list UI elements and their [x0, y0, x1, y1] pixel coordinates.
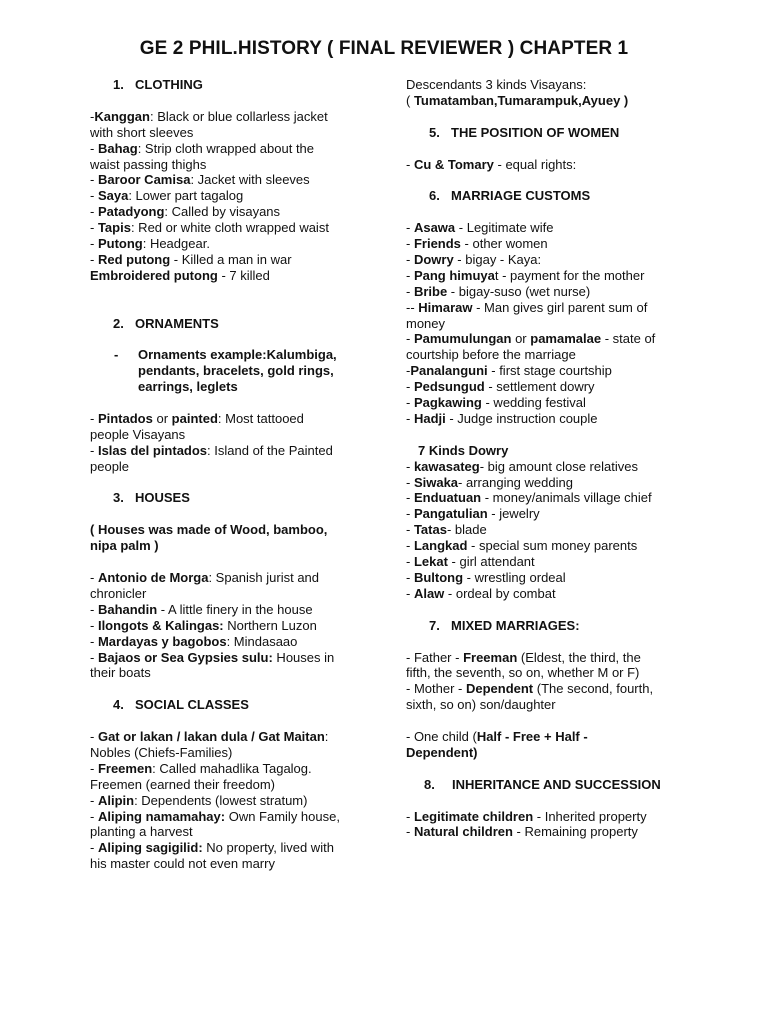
term-label: Dependent: [465, 681, 534, 697]
list-item: [406, 570, 686, 586]
term-text: -: [90, 760, 98, 776]
page-title: GE 2 PHIL.HISTORY ( FINAL REVIEWER ) CHAPTER 1: [139, 38, 629, 59]
term-label: Asawa: [413, 220, 456, 236]
list-item: [406, 697, 686, 713]
list-item: [90, 586, 362, 602]
term-text: - Legitimate wife: [455, 220, 554, 236]
term-text: : Red or white cloth wrapped waist: [130, 220, 329, 236]
term-text: :: [324, 729, 329, 744]
list-item: [406, 681, 686, 697]
list-item: [406, 490, 686, 506]
list-item: [406, 284, 686, 300]
term-text: Own Family house,: [225, 808, 340, 824]
term-label: Lekat: [413, 554, 448, 570]
list-item: [406, 411, 686, 427]
term-label: Bajaos or Sea Gypsies sulu:: [97, 649, 273, 665]
term-text: -: [90, 172, 98, 188]
pintados-list: [90, 411, 362, 475]
section-heading-marriage-customs: 6. MARRIAGE CUSTOMS: [429, 188, 591, 204]
term-text: -: [90, 442, 98, 458]
term-text: -: [90, 840, 98, 856]
term-label: Hadji: [413, 410, 446, 426]
term-label: Pintados: [97, 410, 153, 426]
list-item: [406, 157, 686, 173]
list-item: [90, 172, 362, 188]
dowry-list: [406, 459, 686, 602]
term-text: - big amount close relatives: [479, 458, 638, 474]
term-text: : Jacket with sleeves: [190, 172, 310, 188]
list-item: [406, 729, 686, 745]
list-item: [90, 793, 362, 809]
term-label: Putong: [97, 236, 143, 252]
term-text: -: [406, 808, 414, 824]
term-text: planting a harvest: [90, 824, 193, 840]
term-text: -: [90, 808, 98, 824]
list-item: [90, 650, 362, 666]
term-text: -: [406, 156, 414, 172]
term-text: -: [406, 267, 414, 283]
term-text: (The second, fourth,: [533, 681, 654, 697]
term-label: Alipin: [97, 792, 135, 808]
term-label: Pedsungud: [413, 379, 485, 395]
term-text: -: [406, 395, 414, 411]
right-column: [406, 77, 686, 840]
mixed-child-list: [406, 729, 686, 761]
term-text: his master could not even marry: [90, 856, 275, 872]
list-item: [90, 729, 362, 745]
list-item: [406, 379, 686, 395]
term-text: - Remaining property: [512, 824, 638, 840]
term-text: - other women: [460, 236, 548, 251]
term-label: Alaw: [413, 585, 445, 601]
term-text: Freemen (earned their freedom): [90, 776, 275, 792]
term-label: Aliping namamahay:: [97, 808, 226, 824]
term-text: sixth, so on) son/daughter: [406, 697, 556, 713]
term-text: : Headgear.: [142, 236, 210, 252]
term-text: - bigay-suso (wet nurse): [447, 283, 591, 299]
left-column: [90, 77, 362, 872]
term-text: - Judge instruction couple: [445, 410, 598, 426]
term-label: Cu & Tomary: [413, 156, 494, 172]
term-text: : Strip cloth wrapped about the: [137, 140, 315, 156]
list-item: [406, 506, 686, 522]
list-item: [90, 570, 362, 586]
term-text: --: [406, 299, 419, 315]
term-text: : Island of the Painted: [207, 442, 333, 458]
term-text: -: [90, 633, 98, 649]
term-text: or: [152, 410, 172, 426]
list-item: [406, 316, 686, 332]
term-text: Northern Luzon: [223, 617, 317, 633]
list-item: [90, 459, 362, 475]
term-text: -: [406, 363, 411, 379]
term-text: people Visayans: [90, 426, 186, 442]
term-text: -: [90, 204, 98, 220]
term-text: : Called mahadlika Tagalog.: [152, 760, 312, 776]
term-label: Mardayas y bagobos: [97, 633, 227, 649]
list-item: [90, 824, 362, 840]
term-label: Tapis: [97, 220, 131, 236]
section-heading-houses: 3. HOUSES: [113, 490, 190, 506]
term-label: Pamumulungan: [413, 331, 512, 347]
term-text: - money/animals village chief: [481, 490, 652, 506]
houses-list: [90, 570, 362, 681]
term-text: -: [406, 220, 414, 236]
term-label: Pagkawing: [413, 395, 482, 411]
term-text: - special sum money parents: [467, 538, 638, 554]
term-label: painted: [171, 410, 218, 426]
term-text: money: [406, 315, 446, 331]
term-text: -: [90, 649, 98, 665]
term-text: courtship before the marriage: [406, 347, 576, 363]
section-heading-social-classes: 4. SOCIAL CLASSES: [113, 697, 249, 713]
list-item: [406, 745, 686, 761]
list-item: [406, 331, 686, 347]
term-text: No property, lived with: [202, 840, 334, 856]
list-item: [90, 840, 362, 856]
list-item: [90, 777, 362, 793]
term-text: fifth, the seventh, so on, whether M or F): [406, 665, 640, 681]
term-label: Langkad: [413, 538, 468, 554]
term-label: Half - Free + Half -: [476, 729, 588, 745]
term-text: - blade: [446, 522, 487, 538]
term-text: Descendants 3 kinds Visayans:: [406, 77, 587, 92]
term-text: - settlement dowry: [484, 379, 595, 395]
term-label: Aliping sagigilid:: [97, 840, 203, 856]
list-item: [90, 109, 362, 125]
list-item: [90, 188, 362, 204]
list-item: [406, 300, 686, 316]
list-item: [406, 554, 686, 570]
term-text: -: [90, 792, 98, 808]
term-label: Legitimate children: [413, 808, 534, 824]
list-item: [90, 125, 362, 141]
list-item: [90, 411, 362, 427]
term-label: Red putong: [97, 251, 171, 267]
term-text: - ordeal by combat: [444, 585, 556, 601]
term-text: : Lower part tagalog: [128, 188, 244, 204]
term-label: Patadyong: [97, 204, 165, 220]
clothing-list: [90, 109, 362, 284]
term-text: -: [406, 379, 414, 395]
term-label: Panalanguni: [410, 363, 488, 379]
list-item: [406, 459, 686, 475]
term-text: -: [406, 538, 414, 554]
term-label: pamamalae: [530, 331, 602, 347]
social-list: [90, 729, 362, 872]
term-text: waist passing thighs: [90, 156, 207, 172]
term-text: : Dependents (lowest stratum): [134, 792, 308, 808]
term-text: - state of: [601, 331, 656, 347]
term-text: -: [90, 617, 98, 633]
term-text: -: [90, 251, 98, 267]
list-item: [406, 650, 686, 666]
list-item: [406, 347, 686, 363]
term-text: : Called by visayans: [164, 204, 281, 220]
term-text: - equal rights:: [493, 156, 577, 172]
term-label: Dowry: [413, 251, 454, 267]
term-text: -: [90, 410, 98, 426]
ornaments-example: - Ornaments example:Kalumbiga, pendants, bracelets, gold rings, earrings, leglets: [114, 347, 337, 395]
term-label: Islas del pintados: [97, 442, 208, 458]
term-text: - One child (: [406, 729, 477, 745]
term-text: -: [90, 140, 98, 156]
term-text: : Black or blue collarless jacket: [149, 108, 328, 124]
list-item: [90, 427, 362, 443]
term-text: : Spanish jurist and: [208, 569, 320, 585]
term-label: Kanggan: [94, 108, 150, 124]
list-item: [90, 665, 362, 681]
list-item: [90, 634, 362, 650]
term-text: -: [90, 569, 98, 585]
list-item: [90, 252, 362, 268]
term-text: - 7 killed: [217, 267, 270, 283]
list-item: [406, 395, 686, 411]
term-label: Baroor Camisa: [97, 172, 191, 188]
list-item: [406, 268, 686, 284]
list-item: [406, 586, 686, 602]
term-text: Nobles (Chiefs-Families): [90, 744, 233, 760]
term-text: - bigay - Kaya:: [453, 251, 542, 267]
term-label: Saya: [97, 188, 129, 204]
term-text: - Mother -: [406, 681, 466, 697]
list-item: [406, 824, 686, 840]
term-text: -: [406, 506, 414, 522]
term-text: - Man gives girl parent sum of: [472, 299, 648, 315]
list-item: [90, 618, 362, 634]
term-text: (Eldest, the third, the: [517, 649, 641, 665]
term-text: -: [406, 490, 414, 506]
section-heading-mixed-marriages: 7. MIXED MARRIAGES:: [429, 617, 580, 633]
list-item: [90, 204, 362, 220]
term-text: - arranging wedding: [458, 474, 573, 490]
term-label: kawasateg: [413, 458, 480, 474]
term-text: or: [511, 331, 531, 347]
term-text: - A little finery in the house: [157, 601, 313, 617]
term-label: Bahag: [97, 140, 138, 156]
list-item: [406, 220, 686, 236]
term-text: -: [406, 251, 414, 267]
term-text: -: [406, 458, 414, 474]
term-text: -: [90, 188, 98, 204]
term-text: - girl attendant: [447, 554, 535, 570]
list-item: [90, 602, 362, 618]
list-item: [90, 856, 362, 872]
term-text: their boats: [90, 665, 151, 681]
list-item: [406, 522, 686, 538]
term-text: (: [406, 92, 414, 108]
term-label: Freeman: [463, 649, 518, 665]
term-text: Houses in: [272, 649, 335, 665]
list-item: [90, 761, 362, 777]
term-label: Bultong: [413, 570, 464, 586]
term-label: Antonio de Morga: [97, 569, 209, 585]
term-text: -: [406, 236, 414, 251]
list-item: [406, 665, 686, 681]
term-label: Ilongots & Kalingas:: [97, 617, 224, 633]
term-text: -: [406, 824, 414, 840]
section-heading-inheritance: 8. INHERITANCE AND SUCCESSION: [424, 776, 661, 792]
term-text: -: [90, 220, 98, 236]
section-heading-position-of-women: 5. THE POSITION OF WOMEN: [429, 124, 620, 140]
houses-note: ( Houses was made of Wood, bamboo, nipa palm ): [90, 522, 328, 554]
term-text: -: [406, 331, 414, 347]
term-label: Pang himuya: [413, 267, 495, 283]
list-item: [90, 745, 362, 761]
visayans-list: [406, 77, 686, 109]
term-text: : Mindasaao: [226, 633, 298, 649]
term-label: Pangatulian: [413, 506, 488, 522]
term-label: Bahandin: [97, 601, 158, 617]
term-text: -: [406, 570, 414, 586]
term-text: - wrestling ordeal: [463, 570, 566, 586]
list-item: [90, 809, 362, 825]
list-item: [90, 220, 362, 236]
list-item: [90, 443, 362, 459]
term-text: -: [90, 601, 98, 617]
term-label: Gat or lakan / lakan dula / Gat Maitan: [97, 729, 325, 744]
list-item: [90, 268, 362, 284]
term-text: -: [406, 474, 414, 490]
term-label: Embroidered putong: [90, 267, 218, 283]
term-label: Bribe: [413, 283, 448, 299]
term-text: chronicler: [90, 585, 147, 601]
list-item: [406, 77, 686, 93]
list-item: [406, 93, 686, 109]
term-text: - jewelry: [487, 506, 540, 522]
list-item: [90, 157, 362, 173]
list-item: [406, 538, 686, 554]
term-text: : Most tattooed: [217, 410, 304, 426]
term-text: -: [90, 729, 98, 744]
dowry-heading: 7 Kinds Dowry: [418, 442, 509, 458]
term-label: Tatas: [413, 522, 447, 538]
marriage-list: [406, 220, 686, 427]
term-label: Siwaka: [413, 474, 459, 490]
term-label: Himaraw: [418, 299, 473, 315]
term-text: -: [90, 108, 95, 124]
list-item: [406, 363, 686, 379]
term-text: -: [406, 585, 414, 601]
term-text: - Killed a man in war: [170, 251, 292, 267]
section-heading-ornaments: 2. ORNAMENTS: [113, 315, 219, 331]
term-label: Friends: [413, 236, 461, 251]
list-item: [406, 252, 686, 268]
term-label: Natural children: [413, 824, 513, 840]
list-item: [90, 141, 362, 157]
term-text: -: [406, 554, 414, 570]
term-text: -: [90, 236, 98, 252]
term-label: Enduatuan: [413, 490, 482, 506]
term-label: Tumatamban,Tumarampuk,Ayuey ): [413, 92, 629, 108]
term-text: - Inherited property: [533, 808, 647, 824]
term-text: -: [406, 522, 414, 538]
term-text: -: [406, 283, 414, 299]
term-text: with short sleeves: [90, 124, 194, 140]
term-text: - wedding festival: [481, 395, 586, 411]
list-item: [406, 236, 686, 252]
term-label: Dependent): [406, 744, 478, 760]
list-item: [406, 809, 686, 825]
section-heading-clothing: 1. CLOTHING: [113, 77, 203, 92]
term-text: - Father -: [406, 649, 464, 665]
term-label: Freemen: [97, 760, 153, 776]
list-item: [90, 236, 362, 252]
mixed-list: [406, 650, 686, 714]
term-text: t - payment for the mother: [494, 267, 645, 283]
inheritance-list: [406, 809, 686, 841]
women-list: [406, 157, 686, 173]
term-text: -: [406, 410, 414, 426]
term-text: - first stage courtship: [487, 363, 612, 379]
list-item: [406, 475, 686, 491]
term-text: people: [90, 458, 130, 474]
